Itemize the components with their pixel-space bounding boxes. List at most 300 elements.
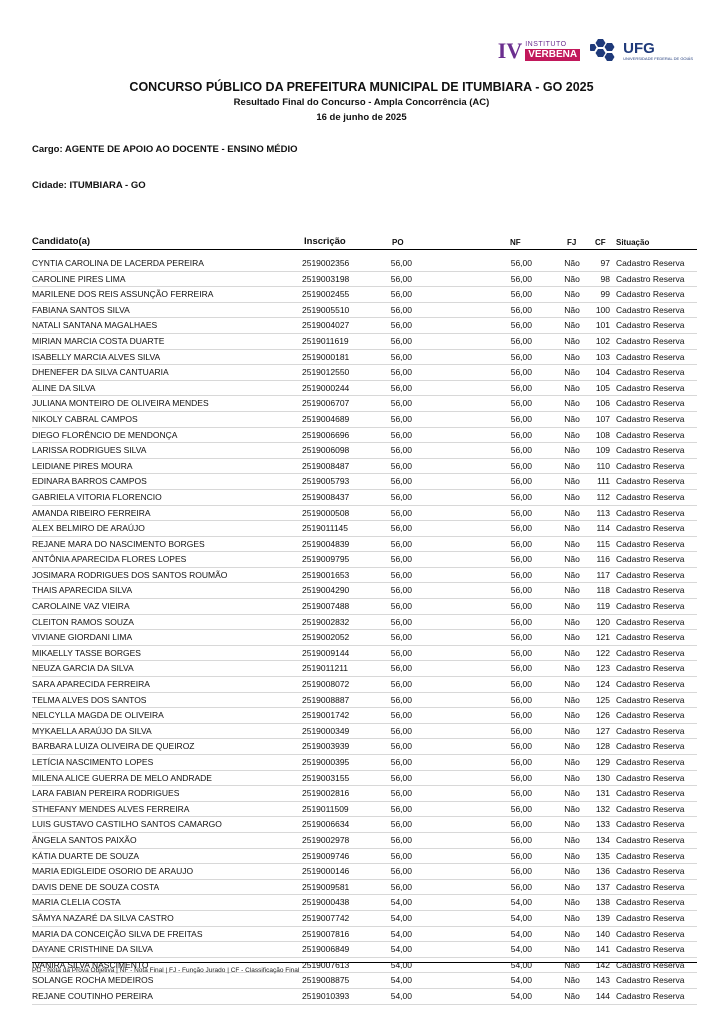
table-row bbox=[32, 521, 697, 537]
cell-nf: 54,00 bbox=[510, 912, 532, 923]
cell-nf: 56,00 bbox=[510, 491, 532, 502]
cell-situacao: Cadastro Reserva bbox=[616, 445, 685, 456]
cell-cf: 107 bbox=[595, 413, 610, 424]
cell-fj: Não bbox=[564, 912, 580, 923]
cell-nf: 54,00 bbox=[510, 990, 532, 1001]
cell-nf: 56,00 bbox=[510, 585, 532, 596]
cell-inscricao: 2519003198 bbox=[302, 273, 350, 284]
cell-inscricao: 2519007816 bbox=[302, 928, 350, 939]
cell-cf: 121 bbox=[595, 632, 610, 643]
cell-nf: 56,00 bbox=[510, 881, 532, 892]
cell-fj: Não bbox=[564, 538, 580, 549]
cell-po: 56,00 bbox=[390, 866, 412, 877]
cell-candidato: MARIA CLELIA COSTA bbox=[32, 897, 121, 908]
table-row bbox=[32, 646, 697, 662]
cell-fj: Não bbox=[564, 507, 580, 518]
footer-legend: PO - Nota da Prova Objetiva | NF - Nota Final | FJ - Função Jurado | CF - Classificação Final bbox=[32, 967, 300, 974]
cell-situacao: Cadastro Reserva bbox=[616, 694, 685, 705]
cell-po: 54,00 bbox=[390, 897, 412, 908]
cell-inscricao: 2519007613 bbox=[302, 959, 350, 970]
cell-situacao: Cadastro Reserva bbox=[616, 320, 685, 331]
cell-po: 56,00 bbox=[390, 679, 412, 690]
table-row bbox=[32, 755, 697, 771]
cell-fj: Não bbox=[564, 335, 580, 346]
cell-situacao: Cadastro Reserva bbox=[616, 834, 685, 845]
cell-po: 54,00 bbox=[390, 912, 412, 923]
cell-cf: 128 bbox=[595, 741, 610, 752]
cell-situacao: Cadastro Reserva bbox=[616, 304, 685, 315]
cell-inscricao: 2519006849 bbox=[302, 944, 350, 955]
cell-po: 56,00 bbox=[390, 476, 412, 487]
table-row bbox=[32, 880, 697, 896]
cell-candidato: JULIANA MONTEIRO DE OLIVEIRA MENDES bbox=[32, 398, 209, 409]
cell-nf: 56,00 bbox=[510, 382, 532, 393]
table-row bbox=[32, 568, 697, 584]
cell-candidato: ÂNGELA SANTOS PAIXÃO bbox=[32, 834, 137, 845]
cell-po: 56,00 bbox=[390, 569, 412, 580]
cell-cf: 135 bbox=[595, 850, 610, 861]
table-row bbox=[32, 412, 697, 428]
cell-po: 56,00 bbox=[390, 601, 412, 612]
column-header-cf: CF bbox=[595, 238, 606, 247]
cell-cf: 131 bbox=[595, 788, 610, 799]
table-row bbox=[32, 661, 697, 677]
cell-nf: 56,00 bbox=[510, 304, 532, 315]
table-row bbox=[32, 272, 697, 288]
cell-situacao: Cadastro Reserva bbox=[616, 554, 685, 565]
cell-nf: 56,00 bbox=[510, 413, 532, 424]
cell-situacao: Cadastro Reserva bbox=[616, 647, 685, 658]
cell-situacao: Cadastro Reserva bbox=[616, 429, 685, 440]
cell-candidato: LARA FABIAN PEREIRA RODRIGUES bbox=[32, 788, 180, 799]
cell-situacao: Cadastro Reserva bbox=[616, 850, 685, 861]
cell-po: 56,00 bbox=[390, 710, 412, 721]
cell-fj: Não bbox=[564, 757, 580, 767]
cell-po: 56,00 bbox=[390, 725, 412, 736]
cell-nf: 56,00 bbox=[510, 445, 532, 456]
cell-inscricao: 2519002978 bbox=[302, 834, 350, 845]
table-row bbox=[32, 350, 697, 366]
cell-candidato: GABRIELA VITORIA FLORENCIO bbox=[32, 491, 162, 502]
table-row bbox=[32, 864, 697, 880]
cell-cf: 98 bbox=[600, 273, 610, 284]
cell-po: 56,00 bbox=[390, 663, 412, 674]
cell-candidato: FABIANA SANTOS SILVA bbox=[32, 304, 130, 315]
cell-situacao: Cadastro Reserva bbox=[616, 788, 685, 799]
cell-situacao: Cadastro Reserva bbox=[616, 990, 685, 1001]
cell-nf: 56,00 bbox=[510, 367, 532, 378]
cell-po: 54,00 bbox=[390, 975, 412, 986]
cell-fj: Não bbox=[564, 554, 580, 565]
cell-candidato: MARILENE DOS REIS ASSUNÇÃO FERREIRA bbox=[32, 289, 214, 300]
cell-inscricao: 2519011211 bbox=[302, 663, 349, 674]
cell-cf: 110 bbox=[596, 460, 610, 471]
table-row bbox=[32, 443, 697, 459]
cell-situacao: Cadastro Reserva bbox=[616, 523, 685, 534]
cell-fj: Não bbox=[564, 289, 580, 300]
cell-po: 56,00 bbox=[390, 538, 412, 549]
cell-cf: 117 bbox=[596, 569, 610, 580]
cell-inscricao: 2519011509 bbox=[302, 803, 349, 814]
cell-candidato: EDINARA BARROS CAMPOS bbox=[32, 476, 147, 487]
cell-inscricao: 2519001653 bbox=[302, 569, 350, 580]
cell-fj: Não bbox=[564, 460, 580, 471]
cell-inscricao: 2519004689 bbox=[302, 413, 350, 424]
cell-fj: Não bbox=[564, 647, 580, 658]
cell-fj: Não bbox=[564, 850, 580, 861]
cidade-label: Cidade: ITUMBIARA - GO bbox=[32, 180, 146, 191]
cell-cf: 106 bbox=[595, 398, 610, 409]
cell-nf: 56,00 bbox=[510, 320, 532, 331]
table-row bbox=[32, 817, 697, 833]
cell-candidato: STHEFANY MENDES ALVES FERREIRA bbox=[32, 803, 190, 814]
cell-po: 56,00 bbox=[390, 523, 412, 534]
table-row bbox=[32, 739, 697, 755]
cell-nf: 56,00 bbox=[510, 647, 532, 658]
cell-situacao: Cadastro Reserva bbox=[616, 367, 685, 378]
cell-cf: 102 bbox=[595, 335, 610, 346]
cell-po: 56,00 bbox=[390, 554, 412, 565]
cell-situacao: Cadastro Reserva bbox=[616, 819, 685, 830]
table-row bbox=[32, 708, 697, 724]
cell-cf: 99 bbox=[600, 289, 610, 300]
cell-po: 56,00 bbox=[390, 616, 412, 627]
cell-cf: 144 bbox=[595, 990, 610, 1001]
cell-inscricao: 2519011619 bbox=[302, 335, 349, 346]
cell-situacao: Cadastro Reserva bbox=[616, 601, 685, 612]
cell-po: 54,00 bbox=[390, 928, 412, 939]
cell-candidato: CYNTIA CAROLINA DE LACERDA PEREIRA bbox=[32, 258, 204, 268]
cell-candidato: DIEGO FLORÊNCIO DE MENDONÇA bbox=[32, 429, 178, 440]
cell-po: 56,00 bbox=[390, 398, 412, 409]
cell-nf: 56,00 bbox=[510, 866, 532, 877]
cell-nf: 56,00 bbox=[510, 476, 532, 487]
cell-candidato: LUIS GUSTAVO CASTILHO SANTOS CAMARGO bbox=[32, 819, 222, 830]
cell-situacao: Cadastro Reserva bbox=[616, 398, 685, 409]
table-row bbox=[32, 630, 697, 646]
cell-cf: 120 bbox=[595, 616, 610, 627]
cell-cf: 100 bbox=[595, 304, 610, 315]
cell-fj: Não bbox=[564, 928, 580, 939]
cell-inscricao: 2519012550 bbox=[302, 367, 350, 378]
cell-nf: 56,00 bbox=[510, 538, 532, 549]
cell-po: 56,00 bbox=[390, 335, 412, 346]
cell-situacao: Cadastro Reserva bbox=[616, 959, 685, 970]
page-date: 16 de junho de 2025 bbox=[316, 112, 407, 123]
cell-nf: 56,00 bbox=[510, 850, 532, 861]
cell-inscricao: 2519009795 bbox=[302, 554, 350, 565]
cell-nf: 54,00 bbox=[510, 897, 532, 908]
cell-nf: 56,00 bbox=[510, 569, 532, 580]
cell-inscricao: 2519002052 bbox=[302, 632, 350, 643]
cell-candidato: DAVIS DENE DE SOUZA COSTA bbox=[32, 881, 160, 892]
cell-inscricao: 2519006098 bbox=[302, 445, 350, 456]
cell-cf: 115 bbox=[596, 538, 610, 549]
cell-po: 56,00 bbox=[390, 772, 412, 783]
cell-fj: Não bbox=[564, 569, 580, 580]
cell-situacao: Cadastro Reserva bbox=[616, 741, 685, 752]
cell-situacao: Cadastro Reserva bbox=[616, 897, 685, 908]
cell-cf: 123 bbox=[595, 663, 610, 674]
cell-situacao: Cadastro Reserva bbox=[616, 585, 685, 596]
cell-inscricao: 2519009144 bbox=[302, 647, 350, 658]
cell-candidato: IVANIRA SILVA NASCIMENTO bbox=[32, 959, 149, 970]
cell-nf: 56,00 bbox=[510, 429, 532, 440]
cell-cf: 139 bbox=[595, 912, 610, 923]
cell-cf: 130 bbox=[595, 772, 610, 783]
table-row bbox=[32, 599, 697, 615]
table-row bbox=[32, 895, 697, 911]
cell-candidato: NIKOLY CABRAL CAMPOS bbox=[32, 413, 138, 424]
cell-candidato: REJANE COUTINHO PEREIRA bbox=[32, 990, 153, 1001]
cell-po: 56,00 bbox=[390, 819, 412, 830]
cell-situacao: Cadastro Reserva bbox=[616, 663, 685, 674]
cell-cf: 113 bbox=[596, 507, 610, 518]
cell-situacao: Cadastro Reserva bbox=[616, 881, 685, 892]
cell-fj: Não bbox=[564, 429, 580, 440]
cell-po: 56,00 bbox=[390, 351, 412, 362]
cell-situacao: Cadastro Reserva bbox=[616, 710, 685, 721]
cell-inscricao: 2519008437 bbox=[302, 491, 350, 502]
cell-fj: Não bbox=[564, 320, 580, 331]
cell-situacao: Cadastro Reserva bbox=[616, 289, 685, 300]
cell-fj: Não bbox=[564, 725, 580, 736]
cell-cf: 104 bbox=[595, 367, 610, 378]
iv-mark: IV bbox=[497, 38, 523, 63]
cell-po: 56,00 bbox=[390, 632, 412, 643]
cell-nf: 54,00 bbox=[510, 928, 532, 939]
cell-candidato: TELMA ALVES DOS SANTOS bbox=[32, 694, 147, 705]
cell-nf: 54,00 bbox=[510, 975, 532, 986]
cell-nf: 56,00 bbox=[510, 694, 532, 705]
cell-cf: 118 bbox=[596, 585, 610, 596]
cell-po: 56,00 bbox=[390, 507, 412, 518]
cell-fj: Não bbox=[564, 990, 580, 1001]
cell-inscricao: 2519005510 bbox=[302, 304, 350, 315]
cell-candidato: THAIS APARECIDA SILVA bbox=[32, 585, 133, 596]
column-header-nf: NF bbox=[510, 238, 521, 247]
cell-nf: 54,00 bbox=[510, 959, 532, 970]
cell-situacao: Cadastro Reserva bbox=[616, 538, 685, 549]
cell-situacao: Cadastro Reserva bbox=[616, 944, 685, 955]
cell-inscricao: 2519010393 bbox=[302, 990, 350, 1001]
cell-inscricao: 2519006696 bbox=[302, 429, 350, 440]
table-row bbox=[32, 724, 697, 740]
cell-inscricao: 2519000181 bbox=[302, 351, 350, 362]
table-row bbox=[32, 552, 697, 568]
ufg-text: UFG bbox=[623, 40, 655, 57]
cell-fj: Não bbox=[564, 585, 580, 596]
cell-situacao: Cadastro Reserva bbox=[616, 725, 685, 736]
cell-po: 56,00 bbox=[390, 834, 412, 845]
cell-inscricao: 2519002816 bbox=[302, 788, 350, 799]
cell-po: 54,00 bbox=[390, 944, 412, 955]
cell-inscricao: 2519000146 bbox=[302, 866, 350, 877]
cell-candidato: MILENA ALICE GUERRA DE MELO ANDRADE bbox=[32, 772, 212, 783]
cell-candidato: BARBARA LUIZA OLIVEIRA DE QUEIROZ bbox=[32, 741, 195, 752]
cell-candidato: MARIA EDIGLEIDE OSORIO DE ARAUJO bbox=[32, 866, 194, 877]
results-table bbox=[32, 256, 697, 1005]
cell-cf: 127 bbox=[595, 725, 610, 736]
cell-candidato: CLEITON RAMOS SOUZA bbox=[32, 616, 134, 627]
cell-cf: 103 bbox=[595, 351, 610, 362]
iv-bottom-text: VERBENA bbox=[525, 49, 580, 61]
cell-nf: 56,00 bbox=[510, 834, 532, 845]
table-row bbox=[32, 428, 697, 444]
cell-inscricao: 2519000508 bbox=[302, 507, 350, 518]
instituto-verbena-logo bbox=[498, 40, 580, 62]
cell-nf: 54,00 bbox=[510, 944, 532, 955]
cell-situacao: Cadastro Reserva bbox=[616, 273, 685, 284]
cell-fj: Não bbox=[564, 975, 580, 986]
cell-po: 56,00 bbox=[390, 491, 412, 502]
cell-candidato: NELCYLLA MAGDA DE OLIVEIRA bbox=[32, 710, 164, 721]
table-row bbox=[32, 537, 697, 553]
cell-fj: Não bbox=[564, 273, 580, 284]
table-row bbox=[32, 303, 697, 319]
page-subtitle: Resultado Final do Concurso - Ampla Concorrência (AC) bbox=[233, 97, 490, 108]
cell-situacao: Cadastro Reserva bbox=[616, 679, 685, 690]
cell-inscricao: 2519003155 bbox=[302, 772, 350, 783]
cell-situacao: Cadastro Reserva bbox=[616, 803, 685, 814]
cell-cf: 126 bbox=[595, 710, 610, 721]
table-row bbox=[32, 942, 697, 958]
table-row bbox=[32, 459, 697, 475]
column-header-fj: FJ bbox=[567, 238, 577, 247]
cell-situacao: Cadastro Reserva bbox=[616, 335, 685, 346]
table-row bbox=[32, 693, 697, 709]
cell-nf: 56,00 bbox=[510, 803, 532, 814]
cell-fj: Não bbox=[564, 616, 580, 627]
cell-cf: 132 bbox=[595, 803, 610, 814]
cell-situacao: Cadastro Reserva bbox=[616, 569, 685, 580]
cell-candidato: LETÍCIA NASCIMENTO LOPES bbox=[32, 757, 154, 767]
cell-fj: Não bbox=[564, 819, 580, 830]
cell-candidato: MYKAELLA ARAÚJO DA SILVA bbox=[32, 725, 152, 736]
cell-fj: Não bbox=[564, 897, 580, 908]
cell-situacao: Cadastro Reserva bbox=[616, 772, 685, 783]
cell-nf: 56,00 bbox=[510, 554, 532, 565]
cell-inscricao: 2519009581 bbox=[302, 881, 350, 892]
table-row bbox=[32, 490, 697, 506]
cell-nf: 56,00 bbox=[510, 741, 532, 752]
cell-fj: Não bbox=[564, 351, 580, 362]
cell-cf: 124 bbox=[595, 679, 610, 690]
cell-cf: 141 bbox=[595, 944, 610, 955]
cargo-label: Cargo: AGENTE DE APOIO AO DOCENTE - ENSINO MÉDIO bbox=[32, 144, 298, 155]
cell-nf: 56,00 bbox=[510, 632, 532, 643]
table-row bbox=[32, 786, 697, 802]
cell-candidato: CAROLINE PIRES LIMA bbox=[32, 273, 126, 284]
cell-po: 56,00 bbox=[390, 273, 412, 284]
cell-situacao: Cadastro Reserva bbox=[616, 491, 685, 502]
cell-cf: 97 bbox=[600, 258, 610, 268]
cell-fj: Não bbox=[564, 741, 580, 752]
cell-fj: Não bbox=[564, 523, 580, 534]
cell-inscricao: 2519007742 bbox=[302, 912, 350, 923]
cell-po: 56,00 bbox=[390, 741, 412, 752]
cell-cf: 136 bbox=[595, 866, 610, 877]
ufg-subtext: UNIVERSIDADE FEDERAL DE GOIÁS bbox=[623, 56, 693, 61]
cell-po: 56,00 bbox=[390, 382, 412, 393]
cell-fj: Não bbox=[564, 959, 580, 970]
table-row bbox=[32, 911, 697, 927]
cell-nf: 56,00 bbox=[510, 819, 532, 830]
cell-po: 56,00 bbox=[390, 304, 412, 315]
cell-inscricao: 2519001742 bbox=[302, 710, 350, 721]
cell-cf: 114 bbox=[596, 523, 610, 534]
cell-nf: 56,00 bbox=[510, 679, 532, 690]
cell-nf: 56,00 bbox=[510, 772, 532, 783]
cell-inscricao: 2519008487 bbox=[302, 460, 350, 471]
cell-nf: 56,00 bbox=[510, 601, 532, 612]
cell-cf: 137 bbox=[595, 881, 610, 892]
header-logos bbox=[498, 38, 693, 64]
cell-candidato: ANTÔNIA APARECIDA FLORES LOPES bbox=[32, 554, 187, 565]
cell-candidato: CAROLAINE VAZ VIEIRA bbox=[32, 601, 130, 612]
cell-candidato: LEIDIANE PIRES MOURA bbox=[32, 460, 133, 471]
cell-fj: Não bbox=[564, 258, 580, 268]
cell-inscricao: 2519006707 bbox=[302, 398, 350, 409]
cell-po: 56,00 bbox=[390, 413, 412, 424]
cell-cf: 125 bbox=[595, 694, 610, 705]
cell-inscricao: 2519011145 bbox=[302, 523, 349, 534]
cell-nf: 56,00 bbox=[510, 289, 532, 300]
cell-candidato: KÁTIA DUARTE DE SOUZA bbox=[32, 850, 140, 861]
column-header-situacao: Situação bbox=[616, 238, 650, 247]
cell-fj: Não bbox=[564, 881, 580, 892]
table-header bbox=[32, 235, 697, 250]
cell-inscricao: 2519002356 bbox=[302, 258, 350, 268]
cell-fj: Não bbox=[564, 803, 580, 814]
cell-candidato: NEUZA GARCIA DA SILVA bbox=[32, 663, 134, 674]
cell-po: 56,00 bbox=[390, 445, 412, 456]
cell-situacao: Cadastro Reserva bbox=[616, 382, 685, 393]
cell-fj: Não bbox=[564, 663, 580, 674]
cell-fj: Não bbox=[564, 679, 580, 690]
cell-nf: 56,00 bbox=[510, 273, 532, 284]
cell-nf: 56,00 bbox=[510, 507, 532, 518]
cell-fj: Não bbox=[564, 367, 580, 378]
cell-fj: Não bbox=[564, 632, 580, 643]
table-row bbox=[32, 833, 697, 849]
table-row bbox=[32, 771, 697, 787]
cell-inscricao: 2519002832 bbox=[302, 616, 350, 627]
cell-nf: 56,00 bbox=[510, 757, 532, 767]
cell-candidato: NATALI SANTANA MAGALHAES bbox=[32, 320, 158, 331]
cell-cf: 109 bbox=[595, 445, 610, 456]
table-row bbox=[32, 506, 697, 522]
cell-po: 56,00 bbox=[390, 694, 412, 705]
column-header-candidato: Candidato(a) bbox=[32, 236, 91, 247]
table-row bbox=[32, 365, 697, 381]
cell-nf: 56,00 bbox=[510, 523, 532, 534]
table-row bbox=[32, 677, 697, 693]
cell-situacao: Cadastro Reserva bbox=[616, 975, 685, 986]
cell-po: 56,00 bbox=[390, 585, 412, 596]
cell-po: 56,00 bbox=[390, 757, 412, 767]
cell-candidato: SARA APARECIDA FERREIRA bbox=[32, 679, 150, 690]
iv-top-text: INSTITUTO bbox=[525, 41, 567, 48]
cell-fj: Não bbox=[564, 694, 580, 705]
cell-cf: 143 bbox=[595, 975, 610, 986]
footer-divider bbox=[32, 962, 697, 963]
cell-cf: 105 bbox=[595, 382, 610, 393]
cell-nf: 56,00 bbox=[510, 725, 532, 736]
cell-po: 56,00 bbox=[390, 289, 412, 300]
cell-candidato: MARIA DA CONCEIÇÃO SILVA DE FREITAS bbox=[32, 928, 203, 939]
cell-situacao: Cadastro Reserva bbox=[616, 413, 685, 424]
